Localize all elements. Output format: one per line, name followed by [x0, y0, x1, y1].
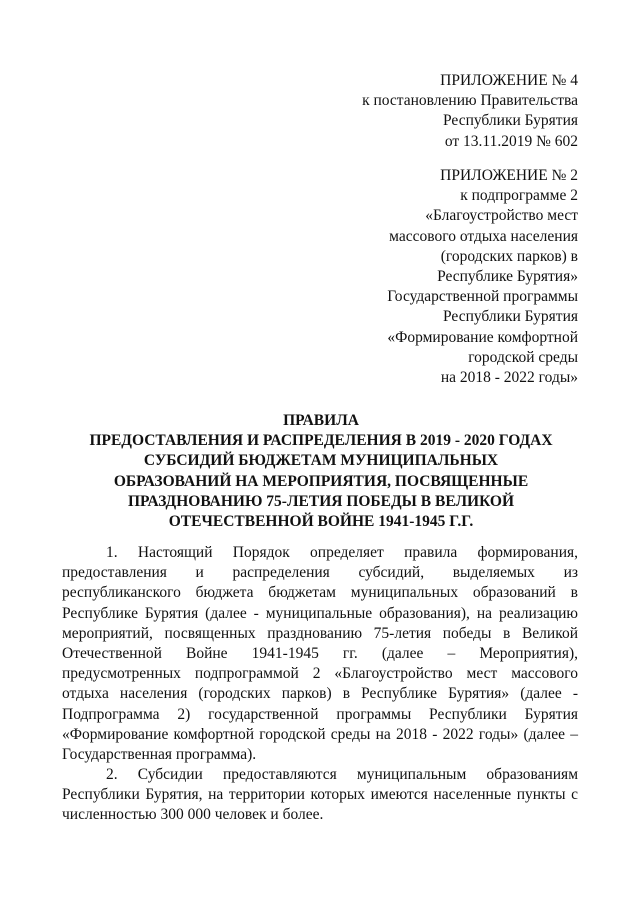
title-line: ОБРАЗОВАНИЙ НА МЕРОПРИЯТИЯ, ПОСВЯЩЕННЫЕ — [113, 472, 529, 490]
appendix-2-line: ПРИЛОЖЕНИЕ № 2 — [440, 167, 578, 184]
paragraph-line: предоставления и распределения субсидий, выделяемых из — [62, 564, 578, 582]
paragraph-line: Республике Бурятия (далее - муниципальные образования), на реализацию — [62, 604, 578, 622]
appendix-2-header — [387, 166, 578, 388]
paragraph-line: Государственная программа). — [62, 745, 257, 763]
paragraph-2 — [62, 765, 578, 826]
title-line: ПРЕДОСТАВЛЕНИЯ И РАСПРЕДЕЛЕНИЯ В 2019 - 2020 ГОДАХ — [89, 432, 553, 450]
paragraph-line: мероприятий, посвященных празднованию 75-летия победы в Великой — [62, 624, 578, 642]
appendix-4-line: к постановлению Правительства — [362, 92, 578, 110]
paragraph-line: «Формирование комфортной городской среды на 2018 - 2022 годы» (далее – — [62, 725, 578, 743]
paragraph-1 — [62, 543, 578, 765]
appendix-2-line: (городских парков) в — [440, 247, 578, 265]
title-line: ПРАВИЛА — [283, 412, 359, 429]
paragraph-line: Республики Бурятия, на территории которых имеются населенные пункты с — [62, 786, 578, 804]
document-title — [62, 411, 580, 532]
appendix-2-line: «Формирование комфортной — [387, 328, 578, 346]
appendix-4-line: от 13.11.2019 № 602 — [444, 132, 578, 150]
paragraph-line: 2. Субсидии предоставляются муниципальным образованиям — [106, 766, 578, 784]
appendix-2-line: Республики Бурятия — [443, 308, 578, 326]
title-line: ПРАЗДНОВАНИЮ 75-ЛЕТИЯ ПОБЕДЫ В ВЕЛИКОЙ — [127, 492, 515, 510]
paragraph-line: численностью 300 000 человек и более. — [62, 806, 324, 824]
title-line: СУБСИДИЙ БЮДЖЕТАМ МУНИЦИПАЛЬНЫХ — [143, 452, 499, 470]
appendix-2-line: массового отдыха населения — [389, 227, 578, 245]
appendix-2-line: городской среды — [468, 348, 578, 366]
paragraph-line: Отечественной Войне 1941-1945 гг. (далее – Мероприятия), — [62, 644, 578, 662]
appendix-2-line: Республике Бурятия» — [437, 268, 578, 286]
title-line: ОТЕЧЕСТВЕННОЙ ВОЙНЕ 1941-1945 Г.Г. — [168, 513, 474, 531]
appendix-2-line: «Благоустройство мест — [425, 207, 578, 225]
document-body — [62, 543, 578, 826]
paragraph-line: отдыха населения (городских парков) в Республике Бурятия» (далее - — [62, 685, 578, 703]
appendix-4-line: Республики Бурятия — [443, 112, 578, 130]
appendix-2-line: Государственной программы — [387, 288, 578, 306]
paragraph-line: предусмотренных подпрограммой 2 «Благоустройство мест массового — [62, 665, 578, 683]
appendix-2-line: к подпрограмме 2 — [460, 187, 578, 205]
paragraph-line: Подпрограмма 2) государственной программы Республики Бурятия — [62, 705, 578, 723]
appendix-2-line: на 2018 - 2022 годы» — [440, 369, 578, 387]
paragraph-line: 1. Настоящий Порядок определяет правила формирования, — [106, 544, 578, 561]
appendix-4-line: ПРИЛОЖЕНИЕ № 4 — [440, 72, 578, 89]
appendix-4-header — [362, 71, 578, 152]
paragraph-line: республиканского бюджета бюджетам муниципальных образований в — [62, 584, 578, 602]
